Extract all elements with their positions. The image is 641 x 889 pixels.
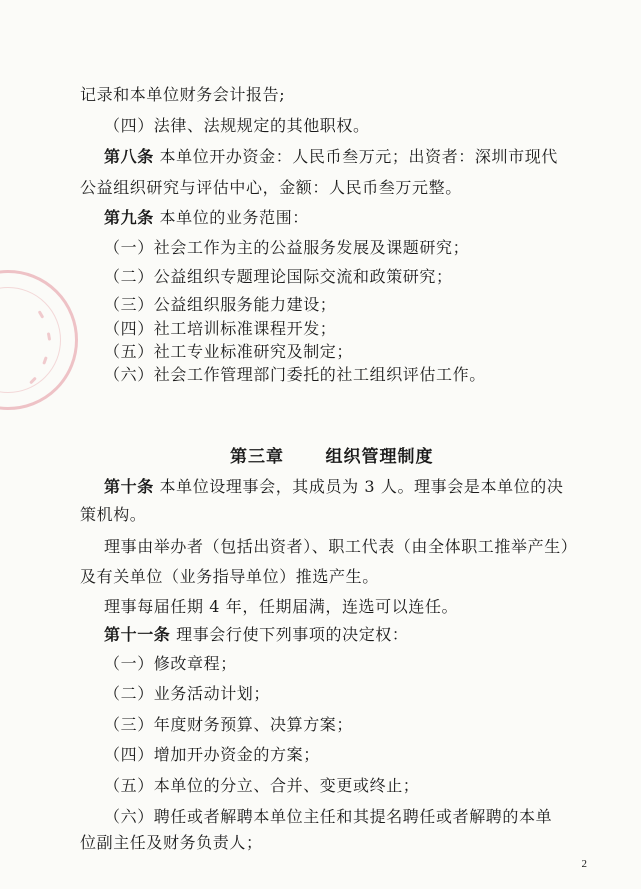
line-15: 理事由举办者（包括出资者）、职工代表（由全体职工推举产生） <box>104 537 578 556</box>
page-number: 2 <box>581 858 587 870</box>
scope-item-3: （三）公益组织服务能力建设； <box>104 295 337 314</box>
article-9-label: 第九条 <box>104 208 154 227</box>
article-8-text: 本单位开办资金：人民币叁万元；出资者：深圳市现代 <box>153 147 558 166</box>
article-10 <box>104 476 563 498</box>
article-10-label: 第十条 <box>104 477 154 496</box>
article-10-text: 本单位设理事会，其成员为 3 人。理事会是本单位的决 <box>153 477 564 496</box>
article-8-label: 第八条 <box>104 147 154 166</box>
power-item-1: （一）修改章程； <box>104 654 237 673</box>
chapter-3-heading: 第三章 组织管理制度 <box>230 447 434 467</box>
scope-item-2: （二）公益组织专题理论国际交流和政策研究； <box>104 267 453 286</box>
article-11-text: 理事会行使下列事项的决定权： <box>170 625 409 644</box>
scope-item-6: （六）社会工作管理部门委托的社工组织评估工作。 <box>104 365 486 384</box>
article-8 <box>104 146 558 168</box>
line-2: （四）法律、法规规定的其他职权。 <box>104 116 370 135</box>
power-item-6: （六）聘任或者解聘本单位主任和其提名聘任或者解聘的本单 <box>104 807 553 826</box>
line-25: 位副主任及财务负责人； <box>80 833 263 852</box>
power-item-2: （二）业务活动计划； <box>104 684 271 703</box>
article-11 <box>104 624 409 646</box>
line-1: 记录和本单位财务会计报告; <box>80 85 286 104</box>
line-16: 及有关单位（业务指导单位）推选产生。 <box>80 567 379 586</box>
line-4: 公益组织研究与评估中心，金额：人民币叁万元整。 <box>80 178 462 197</box>
power-item-5: （五）本单位的分立、合并、变更或终止； <box>104 776 420 795</box>
line-14: 策机构。 <box>80 505 147 524</box>
article-11-label: 第十一条 <box>104 625 171 644</box>
official-seal <box>0 270 78 410</box>
power-item-3: （三）年度财务预算、决算方案； <box>104 715 354 734</box>
scope-item-4: （四）社工培训标准课程开发； <box>104 319 337 338</box>
line-17: 理事每届任期 4 年，任期届满，连选可以连任。 <box>104 597 459 616</box>
power-item-4: （四）增加开办资金的方案； <box>104 745 320 764</box>
article-9-text: 本单位的业务范围： <box>153 208 309 227</box>
scope-item-1: （一）社会工作为主的公益服务发展及课题研究； <box>104 238 470 257</box>
article-9 <box>104 207 309 229</box>
scope-item-5: （五）社工专业标准研究及制定； <box>104 342 354 361</box>
